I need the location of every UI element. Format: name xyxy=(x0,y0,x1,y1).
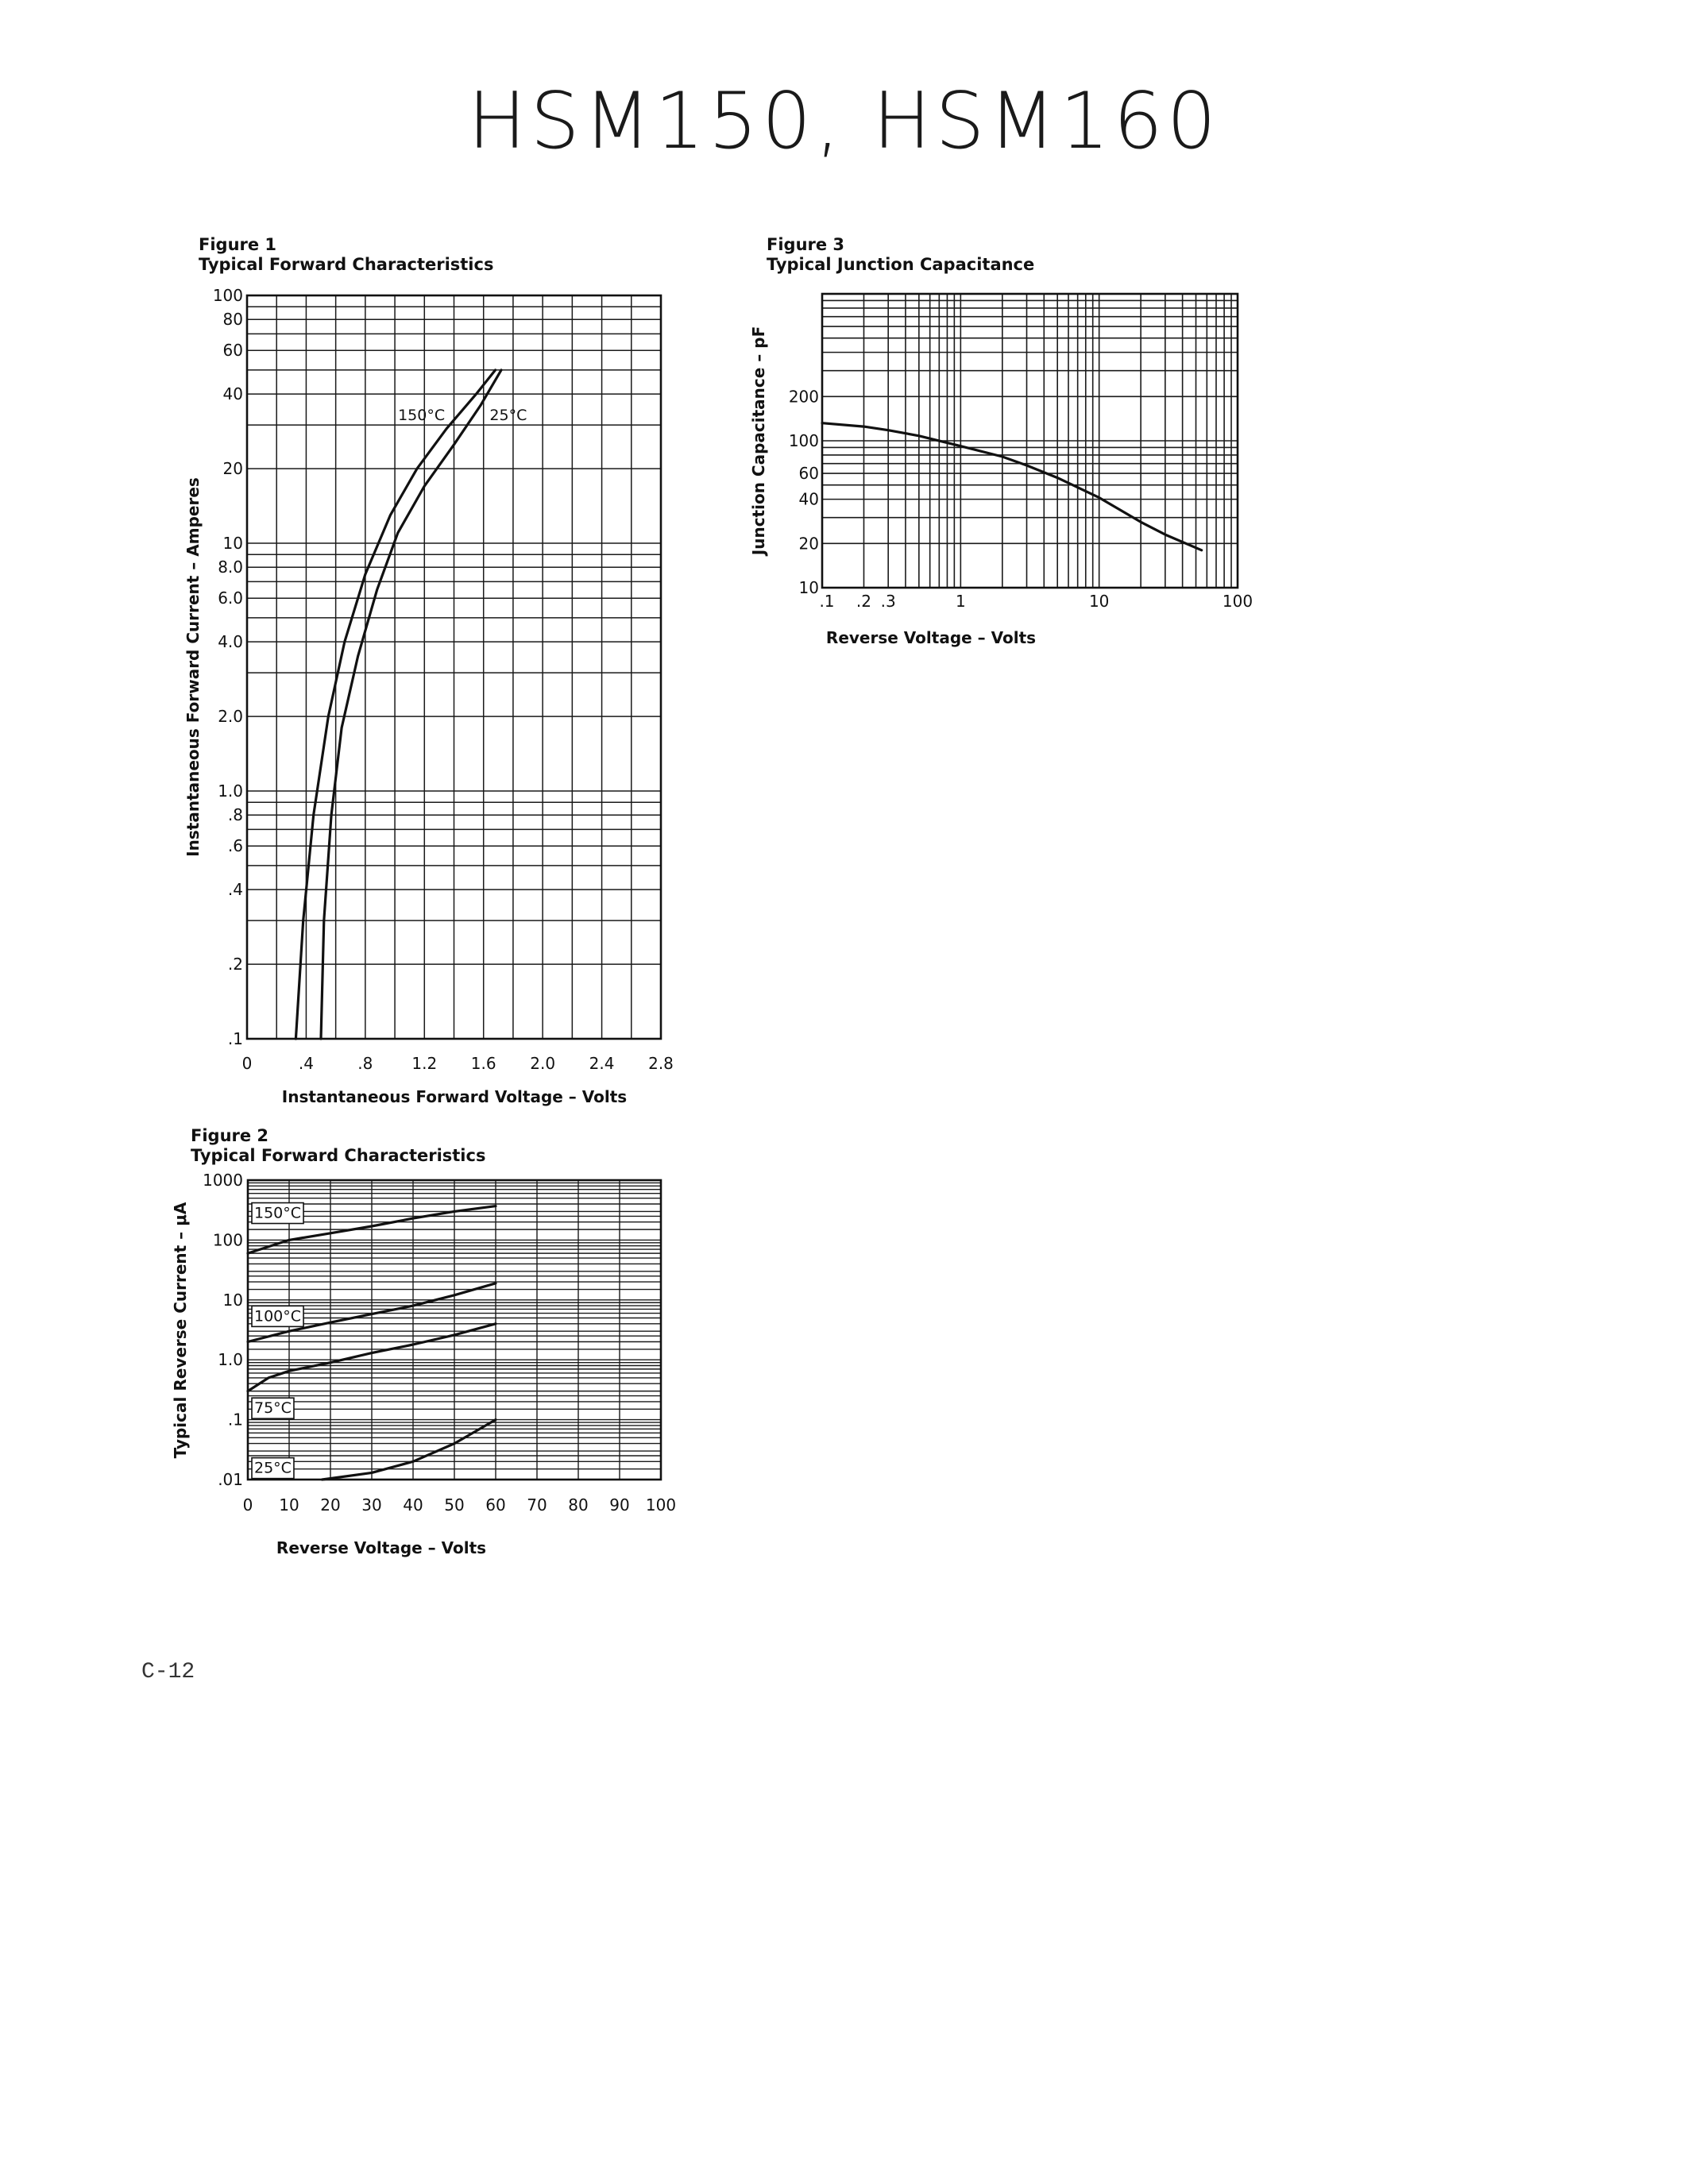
fig1-y-tick-label: 80 xyxy=(222,310,243,330)
fig3-x-tick-label: 1 xyxy=(955,592,966,611)
fig2-x-tick-label: 40 xyxy=(403,1495,423,1515)
fig3-plot xyxy=(749,294,1253,647)
fig3-x-tick-label: 10 xyxy=(1088,592,1110,611)
fig3-grid xyxy=(822,294,1238,588)
fig3-y-tick-label: 200 xyxy=(788,387,819,407)
fig2-x-tick-label: 20 xyxy=(320,1495,341,1515)
fig2-x-tick-label: 50 xyxy=(444,1495,465,1515)
fig1-x-tick-label: 2.8 xyxy=(648,1054,674,1073)
figure-2-title: Typical Forward Characteristics xyxy=(191,1146,486,1165)
fig2-series-label: 75°C xyxy=(254,1399,292,1418)
fig3-x-tick-label: .3 xyxy=(880,592,896,611)
fig2-x-tick-label: 0 xyxy=(242,1495,253,1515)
figure-1-title: Typical Forward Characteristics xyxy=(199,255,494,274)
fig1-x-tick-label: 2.0 xyxy=(530,1054,556,1073)
fig3-x-tick-label: .1 xyxy=(819,592,835,611)
fig3-y-axis-title: Junction Capacitance – pF xyxy=(749,326,768,556)
fig3-series-line-0 xyxy=(822,423,1202,550)
fig3-x-tick-label: .2 xyxy=(856,592,872,611)
fig2-y-tick-label: 1.0 xyxy=(218,1350,243,1370)
fig1-y-tick-label: 100 xyxy=(212,286,243,305)
fig1-x-tick-label: .8 xyxy=(357,1054,373,1073)
figure-1-label: Figure 1 xyxy=(199,235,277,254)
fig1-y-tick-label: 4.0 xyxy=(218,632,243,652)
fig2-series-label: 100°C xyxy=(254,1307,302,1325)
fig2-x-tick-label: 80 xyxy=(568,1495,589,1515)
fig1-series-label: 150°C xyxy=(398,407,446,425)
fig2-y-tick-label: 100 xyxy=(212,1230,243,1250)
fig1-y-tick-label: 40 xyxy=(222,384,243,404)
fig1-x-axis-title: Instantaneous Forward Voltage – Volts xyxy=(281,1087,628,1106)
fig1-y-tick-label: 6.0 xyxy=(218,588,243,608)
fig1-x-tick-label: 1.6 xyxy=(470,1054,496,1073)
fig1-y-tick-label: 8.0 xyxy=(218,558,243,577)
fig3-x-tick-label: 100 xyxy=(1222,592,1253,611)
fig1-x-tick-label: .4 xyxy=(298,1054,314,1073)
fig1-y-tick-label: 1.0 xyxy=(218,781,243,801)
fig3-y-tick-label: 100 xyxy=(788,431,819,450)
figure-3-title: Typical Junction Capacitance xyxy=(767,255,1035,274)
fig2-x-tick-label: 10 xyxy=(279,1495,299,1515)
fig2-y-axis-title: Typical Reverse Current – μA xyxy=(171,1202,190,1459)
fig2-x-tick-label: 90 xyxy=(609,1495,630,1515)
fig1-y-tick-label: 10 xyxy=(222,534,243,553)
fig2-x-tick-label: 60 xyxy=(485,1495,506,1515)
fig2-x-tick-label: 100 xyxy=(645,1495,677,1515)
fig2-series-label: 25°C xyxy=(254,1459,292,1477)
fig1-y-axis-title: Instantaneous Forward Current – Amperes xyxy=(183,477,203,857)
fig1-y-tick-label: .6 xyxy=(227,836,243,856)
fig3-y-tick-label: 10 xyxy=(798,578,819,597)
fig1-y-tick-label: 2.0 xyxy=(218,707,243,727)
fig3-y-tick-label: 60 xyxy=(798,464,819,484)
fig3-x-axis-title: Reverse Voltage – Volts xyxy=(825,628,1037,647)
fig2-y-tick-label: .01 xyxy=(218,1470,243,1489)
fig1-x-tick-label: 1.2 xyxy=(411,1054,438,1073)
fig1-x-tick-label: 2.4 xyxy=(589,1054,615,1073)
fig1-series-label: 25°C xyxy=(489,407,527,425)
fig1-y-tick-label: .8 xyxy=(227,805,243,825)
document-title: HSM150, HSM160 xyxy=(467,76,1221,167)
fig3-y-tick-label: 20 xyxy=(798,534,819,554)
fig2-x-tick-label: 70 xyxy=(527,1495,547,1515)
fig1-y-tick-label: 60 xyxy=(222,341,243,361)
fig1-y-tick-label: .2 xyxy=(227,955,243,974)
page-number: C-12 xyxy=(141,1660,195,1684)
fig2-y-tick-label: .1 xyxy=(227,1410,243,1430)
fig3-y-tick-label: 40 xyxy=(798,489,819,509)
fig2-y-tick-label: 10 xyxy=(222,1290,243,1310)
figure-3-label: Figure 3 xyxy=(767,235,845,254)
fig2-y-tick-label: 1000 xyxy=(203,1171,243,1190)
fig2-x-axis-title: Reverse Voltage – Volts xyxy=(276,1538,487,1557)
fig1-y-tick-label: .4 xyxy=(227,880,243,900)
fig2-series-label: 150°C xyxy=(254,1204,302,1222)
fig2-x-tick-label: 30 xyxy=(361,1495,382,1515)
figure-2-label: Figure 2 xyxy=(191,1126,269,1145)
fig1-x-tick-label: 0 xyxy=(241,1054,253,1073)
fig1-y-tick-label: 20 xyxy=(222,459,243,479)
fig1-y-tick-label: .1 xyxy=(227,1029,243,1048)
